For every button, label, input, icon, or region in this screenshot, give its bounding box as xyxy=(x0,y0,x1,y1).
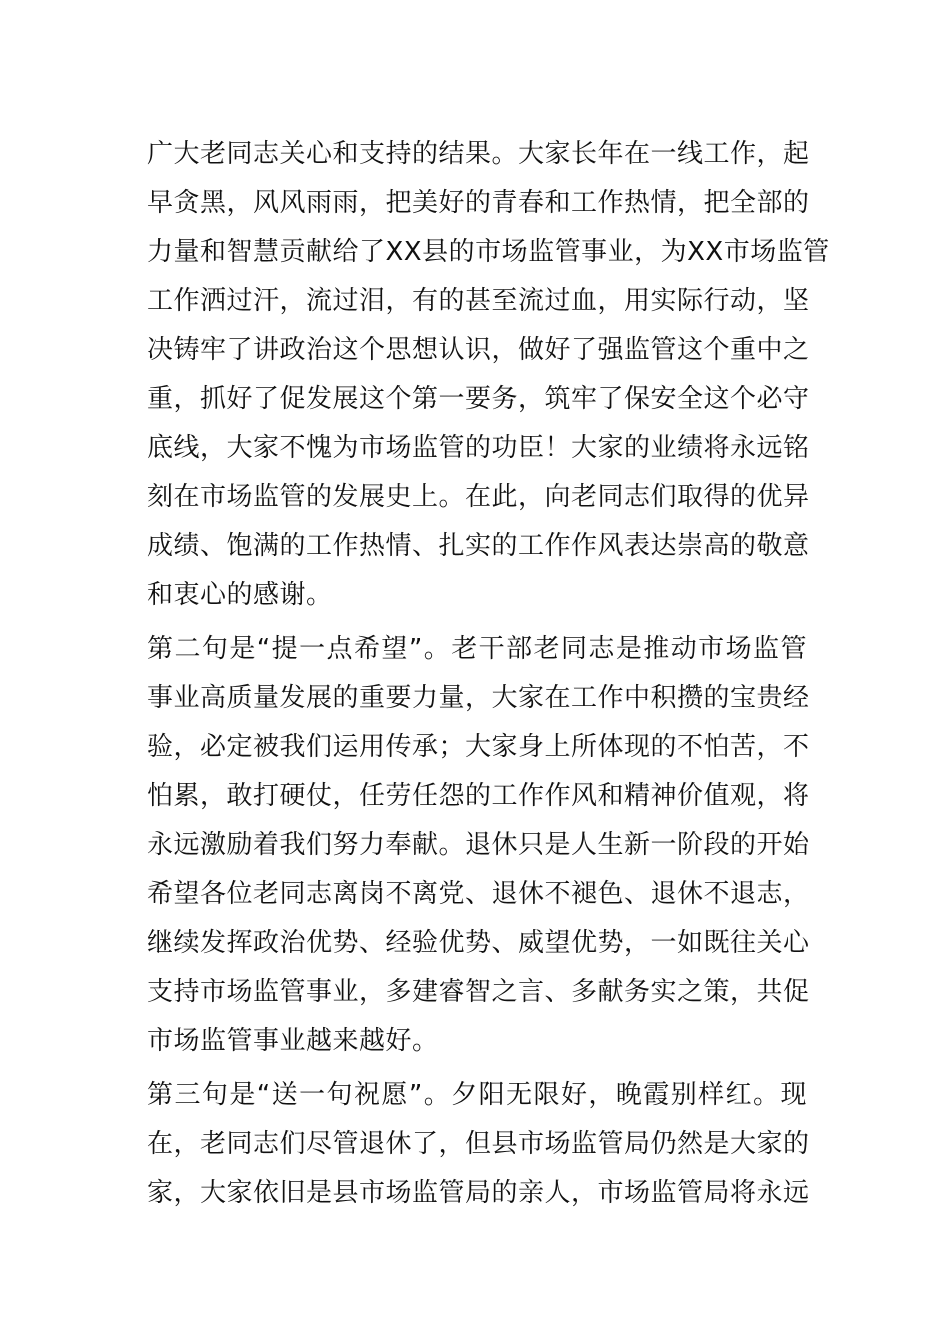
body-text-line: 支持市场监管事业，多建睿智之言、多献务实之策，共促 xyxy=(147,977,810,1007)
body-text-line: 希望各位老同志离岗不离党、退休不褪色、退休不退志， xyxy=(147,879,810,909)
body-text-line: 验，必定被我们运用传承；大家身上所体现的不怕苦，不 xyxy=(147,732,810,762)
body-text-line: 重，抓好了促发展这个第一要务，筑牢了保安全这个必守 xyxy=(147,384,810,414)
body-text-line: 市场监管事业越来越好。 xyxy=(147,1026,439,1056)
body-text-line: 永远激励着我们努力奉献。退休只是人生新一阶段的开始 xyxy=(147,830,810,860)
body-text-line: 刻在市场监管的发展史上。在此，向老同志们取得的优异 xyxy=(147,482,810,512)
body-text-line: 决铸牢了讲政治这个思想认识，做好了强监管这个重中之 xyxy=(147,335,810,365)
body-text-line: 早贪黑，风风雨雨，把美好的青春和工作热情，把全部的 xyxy=(147,188,810,218)
body-text-line: 怕累，敢打硬仗，任劳任怨的工作作风和精神价值观，将 xyxy=(147,781,810,811)
body-text-line: 在，老同志们尽管退休了，但县市场监管局仍然是大家的 xyxy=(147,1129,810,1159)
body-text-line: 第三句是“送一句祝愿”。夕阳无限好，晚霞别样红。现 xyxy=(147,1080,807,1110)
body-text-line: 成绩、饱满的工作热情、扎实的工作作风表达崇高的敬意 xyxy=(147,531,810,561)
body-text-line: 工作洒过汗，流过泪，有的甚至流过血，用实际行动，坚 xyxy=(147,286,810,316)
body-text-line: 事业高质量发展的重要力量，大家在工作中积攒的宝贵经 xyxy=(147,683,810,713)
body-text-line: 底线，大家不愧为市场监管的功臣！大家的业绩将永远铭 xyxy=(147,433,810,463)
body-text-line: 和衷心的感谢。 xyxy=(147,580,333,610)
body-text-line: 广大老同志关心和支持的结果。大家长年在一线工作，起 xyxy=(147,139,810,169)
body-text-line: 第二句是“提一点希望”。老干部老同志是推动市场监管 xyxy=(147,634,807,664)
body-text-line: 力量和智慧贡献给了XX县的市场监管事业，为XX市场监管 xyxy=(147,237,830,267)
body-text-line: 家，大家依旧是县市场监管局的亲人，市场监管局将永远 xyxy=(147,1178,810,1208)
body-text-line: 继续发挥政治优势、经验优势、威望优势，一如既往关心 xyxy=(147,928,810,958)
